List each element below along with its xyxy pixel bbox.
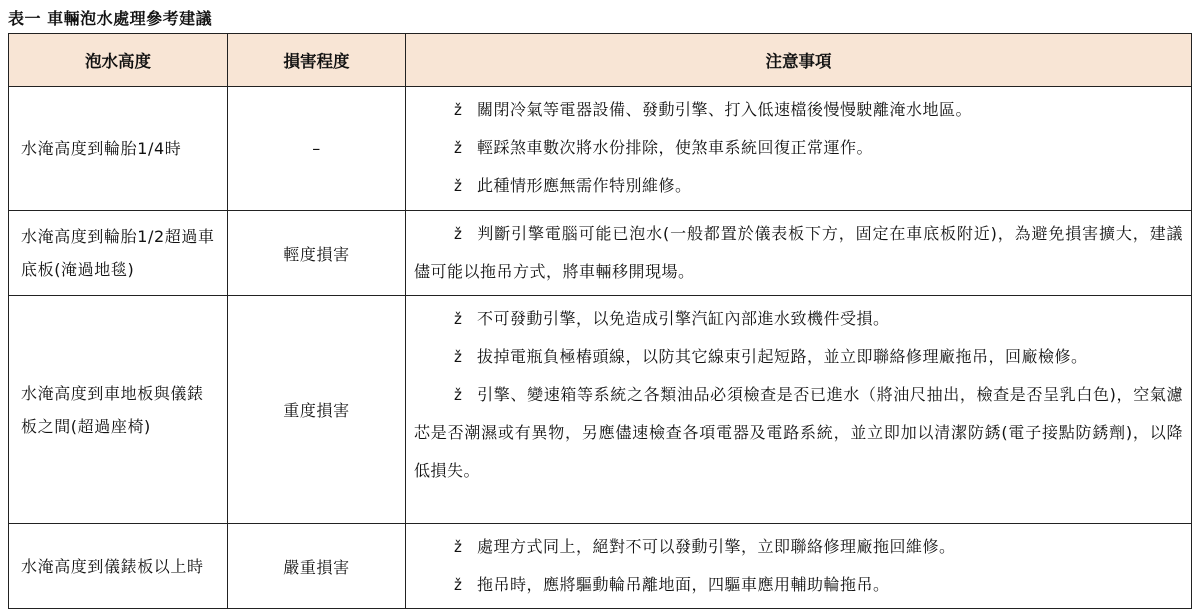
header-damage-level: 損害程度 [228, 34, 406, 87]
table-row [9, 524, 1192, 609]
note-text: 拔掉電瓶負極樁頭線，以防其它線束引起短路，並立即聯絡修理廠拖吊，回廠檢修。 [477, 347, 1088, 366]
table-row [9, 296, 1192, 524]
note-text: 此種情形應無需作特別維修。 [477, 176, 692, 195]
bullet-icon: ž [454, 101, 463, 119]
bullet-icon: ž [454, 538, 463, 556]
note-item [414, 167, 1183, 205]
note-text: 關閉冷氣等電器設備、發動引擎、打入低速檔後慢慢駛離淹水地區。 [477, 100, 973, 119]
note-item [414, 129, 1183, 167]
header-flood-height: 泡水高度 [9, 34, 228, 87]
flood-height-cell: 水淹高度到儀錶板以上時 [9, 524, 228, 609]
damage-level-cell: 嚴重損害 [228, 524, 406, 609]
flood-height-cell: 水淹高度到輪胎1/4時 [9, 87, 228, 211]
table-row [9, 211, 1192, 296]
note-item [414, 376, 1183, 490]
header-notes: 注意事項 [406, 34, 1192, 87]
notes-cell [406, 211, 1192, 296]
note-item [414, 300, 1183, 338]
flood-height-cell: 水淹高度到車地板與儀錶板之間(超過座椅) [9, 296, 228, 524]
bullet-icon: ž [454, 386, 463, 404]
note-item [414, 566, 1183, 604]
bullet-icon: ž [454, 348, 463, 366]
note-item [414, 91, 1183, 129]
note-text: 不可發動引擎，以免造成引擎汽缸內部進水致機件受損。 [477, 309, 890, 328]
bullet-icon: ž [454, 225, 463, 243]
notes-cell [406, 296, 1192, 524]
table-caption: 表一 車輛泡水處理參考建議 [8, 9, 213, 28]
note-item [414, 215, 1183, 291]
note-item [414, 338, 1183, 376]
note-text: 輕踩煞車數次將水份排除，使煞車系統回復正常運作。 [477, 138, 874, 157]
note-text: 處理方式同上，絕對不可以發動引擎，立即聯絡修理廠拖回維修。 [477, 537, 956, 556]
note-text: 拖吊時，應將驅動輪吊離地面，四驅車應用輔助輪拖吊。 [477, 575, 890, 594]
bullet-icon: ž [454, 177, 463, 195]
table-row [9, 87, 1192, 211]
damage-level-cell: 重度損害 [228, 296, 406, 524]
bullet-icon: ž [454, 576, 463, 594]
damage-level-cell: – [228, 87, 406, 211]
table-header-row [9, 34, 1192, 87]
flood-height-cell: 水淹高度到輪胎1/2超過車底板(淹過地毯) [9, 211, 228, 296]
note-item [414, 528, 1183, 566]
notes-cell [406, 524, 1192, 609]
flood-handling-table [8, 33, 1192, 609]
damage-level-cell: 輕度損害 [228, 211, 406, 296]
bullet-icon: ž [454, 139, 463, 157]
notes-cell [406, 87, 1192, 211]
bullet-icon: ž [454, 310, 463, 328]
note-text: 判斷引擎電腦可能已泡水(一般都置於儀表板下方，固定在車底板附近)，為避免損害擴大，建議儘可能以拖吊方式，將車輛移開現場。 [414, 224, 1183, 281]
note-text: 引擎、變速箱等系統之各類油品必須檢查是否已進水（將油尺抽出，檢查是否呈乳白色)，空氣濾芯是否潮濕或有異物，另應儘速檢查各項電器及電路系統，並立即加以清潔防銹(電子接點防銹劑)，以降低損失。 [414, 385, 1183, 480]
